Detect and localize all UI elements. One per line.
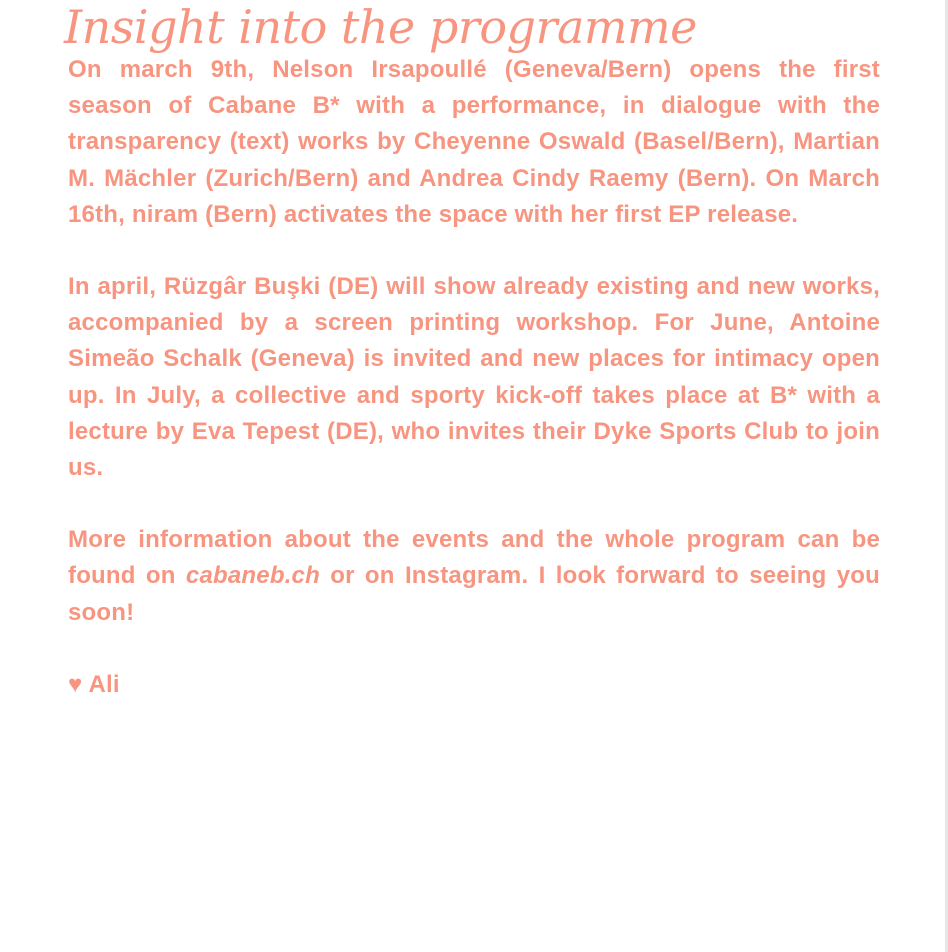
signature-name: Ali <box>88 670 120 698</box>
paragraph-april-july: In april, Rüzgâr Buşki (DE) will show already existing and new works, accompanied by a screen printing workshop. For June, Antoine Simeão Schalk (Geneva) is invited and new places for intimacy open up. In July, a collective and sporty kick-off takes place at B* with a lecture by Eva Tepest (DE), who invites their Dyke Sports Club to join us. <box>68 273 880 482</box>
article-body <box>68 52 880 739</box>
more-info-text-end: or on Instagram. I look forward to seeing you soon! <box>68 562 880 626</box>
heart-icon: ♥ <box>68 670 83 698</box>
paragraph-more-info <box>68 522 880 631</box>
signature <box>68 667 880 703</box>
page-title: Insight into the programme <box>64 0 697 54</box>
website-link[interactable]: cabaneb.ch <box>185 562 320 590</box>
paragraph-march: On march 9th, Nelson Irsapoullé (Geneva/Bern) opens the first season of Cabane B* with a performance, in dialogue with the transparency (text) works by Cheyenne Oswald (Basel/Bern), Martian M. Mächler (Zurich/Bern) and Andrea Cindy Raemy (Bern). On March 16th, niram (Bern) activates the space with her first EP release. <box>68 56 880 228</box>
more-info-text: More information about the events and the whole program can be found on <box>68 526 880 590</box>
